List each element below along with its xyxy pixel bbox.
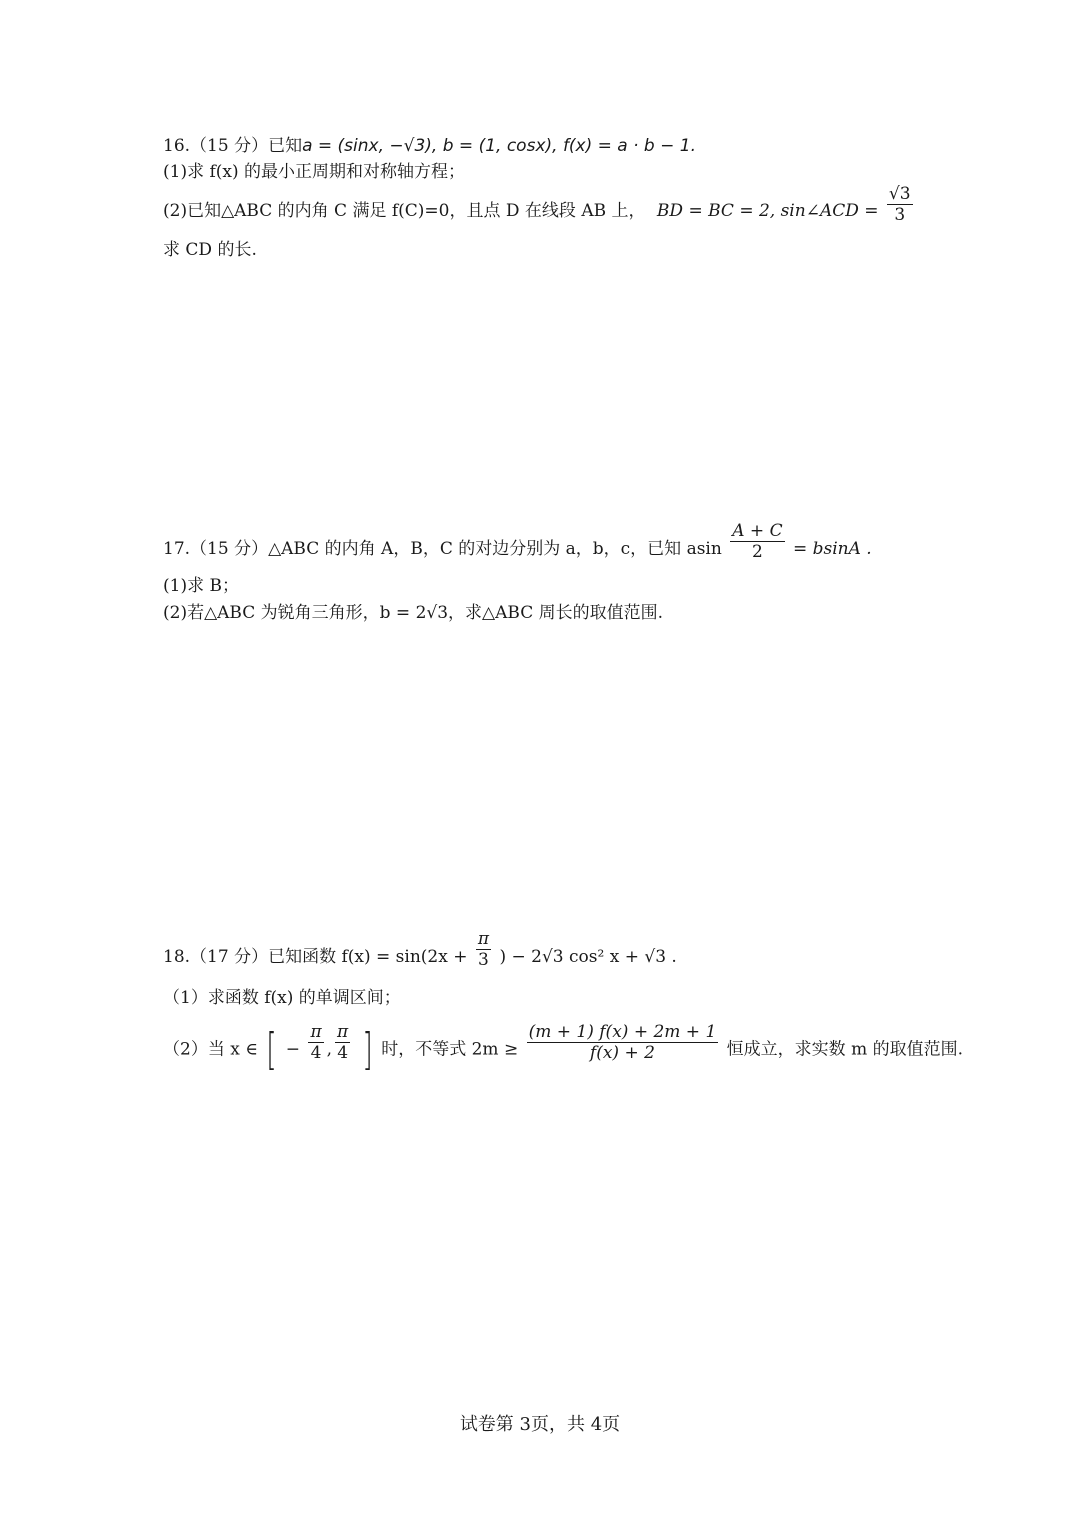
q17-frac-den: 2: [751, 542, 763, 562]
q17-part2: (2)若△ABC 为锐角三角形，b = 2√3，求△ABC 周长的取值范围.: [163, 603, 664, 623]
q18-int-right-den: 4: [337, 1042, 349, 1063]
q18-part2: （2）当 x ∈ [ − $\frac{\pi}{4}$ , $\frac{\pi}{4}$ ] 时，不等式 2m ≥ $\frac{(m + 1) f(x) + 2m + 1}{f(x) + 2}$ 恒成立，求实数 m 的取值范围.: [163, 1021, 964, 1075]
q16-part1: (1)求 f(x) 的最小正周期和对称轴方程；: [163, 162, 466, 182]
q18-stem: [163, 929, 677, 970]
q17-stem-fraction: [730, 521, 784, 562]
q18-int-right-num: π: [337, 1021, 349, 1042]
left-bracket-icon: [: [266, 1024, 277, 1075]
q18-part2-mid: 时，不等式 2m ≥: [381, 1039, 519, 1060]
q16-stem: [163, 134, 696, 158]
q17-frac-num: A + C: [732, 521, 783, 541]
q16-frac-num: √3: [888, 184, 911, 204]
q17-stem-tail: = bsinA .: [792, 539, 872, 559]
q16-part2-text: (2)已知△ABC 的内角 C 满足 f(C)=0，且点 D 在线段 AB 上，: [163, 201, 646, 221]
q18-p2-frac-den: f(x) + 2: [589, 1042, 655, 1063]
q16-part2-end: 求 CD 的长.: [163, 240, 257, 260]
right-bracket-icon: ]: [362, 1024, 373, 1075]
q17-part1: (1)求 B；: [163, 576, 239, 596]
q18-frac-den: 3: [478, 950, 489, 970]
q18-interval-right: [335, 1022, 350, 1063]
q18-stem-tail: ) − 2√3 cos² x + √3 .: [499, 947, 677, 967]
q16-part2: [163, 184, 916, 225]
q18-stem-fraction: [476, 929, 491, 970]
q18-part2-tail: 恒成立，求实数 m 的取值范围.: [726, 1039, 964, 1060]
q18-part1: （1）求函数 f(x) 的单调区间；: [163, 988, 401, 1008]
q18-int-left-den: 4: [310, 1042, 322, 1063]
q16-stem-math: a = (sinx, −√3), b = (1, cosx), f(x) = a · b − 1.: [302, 136, 696, 156]
q17-stem-text: 17.（15 分）△ABC 的内角 A，B，C 的对边分别为 a，b，c，已知 asin: [163, 539, 722, 559]
minus-sign: −: [285, 1039, 301, 1060]
q18-stem-text: 18.（17 分）已知函数 f(x) = sin(2x +: [163, 947, 468, 967]
q16-part2-fraction: [887, 184, 913, 225]
q16-part2-math: BD = BC = 2, sin∠ACD =: [656, 201, 879, 221]
q18-part2-fraction: [527, 1022, 719, 1063]
page-footer: 试卷第 3页，共 4页: [459, 1414, 621, 1435]
q18-interval-left: [308, 1022, 323, 1063]
q16-stem-prefix: 16.（15 分）已知: [163, 136, 303, 156]
q17-stem: [163, 521, 872, 562]
q18-int-left-num: π: [310, 1021, 322, 1042]
q18-frac-num: π: [477, 929, 490, 949]
q16-frac-den: 3: [894, 205, 906, 225]
q18-p2-frac-num: (m + 1) f(x) + 2m + 1: [528, 1021, 717, 1042]
q18-part2-head: （2）当 x ∈: [163, 1039, 258, 1060]
